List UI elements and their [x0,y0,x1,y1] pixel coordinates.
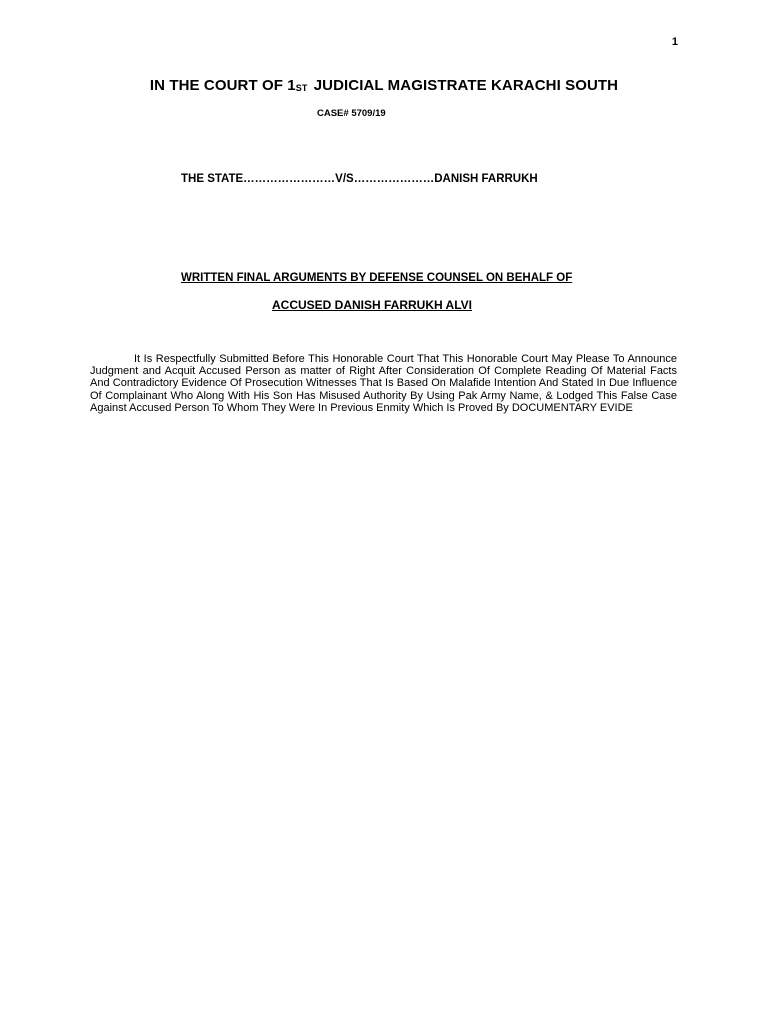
body-paragraph: It Is Respectfully Submitted Before This Honorable Court That This Honorable Court May Please To Announce Judgment and Acquit Accused Person as matter of Right After Consideration Of Complete Reading Of Material Facts And Contradictory Evidence Of Prosecution Witnesses That Is Based On Malafide Intention And Stated In Due Influence Of Complainant Who Along With His Son Has Misused Authority By Using Pak Army Name, & Lodged This False Case Against Accused Person To Whom They Were In Previous Enmity Which Is Proved By DOCUMENTARY EVIDE [90,353,677,414]
arguments-title: WRITTEN FINAL ARGUMENTS BY DEFENSE COUNSEL ON BEHALF OF [181,272,573,284]
court-heading-ordinal-suffix: ST [295,83,308,93]
court-heading-prefix: IN THE COURT OF 1 [149,77,296,94]
arguments-subtitle: ACCUSED DANISH FARRUKH ALVI [272,298,473,312]
case-number: CASE# 5709/19 [317,108,386,119]
court-heading-rest: JUDICIAL MAGISTRATE KARACHI SOUTH [309,77,619,94]
court-heading [0,77,768,94]
parties-line: THE STATE……………………V/S…………………DANISH FARRUKH [181,173,538,185]
page-number: 1 [671,36,678,48]
